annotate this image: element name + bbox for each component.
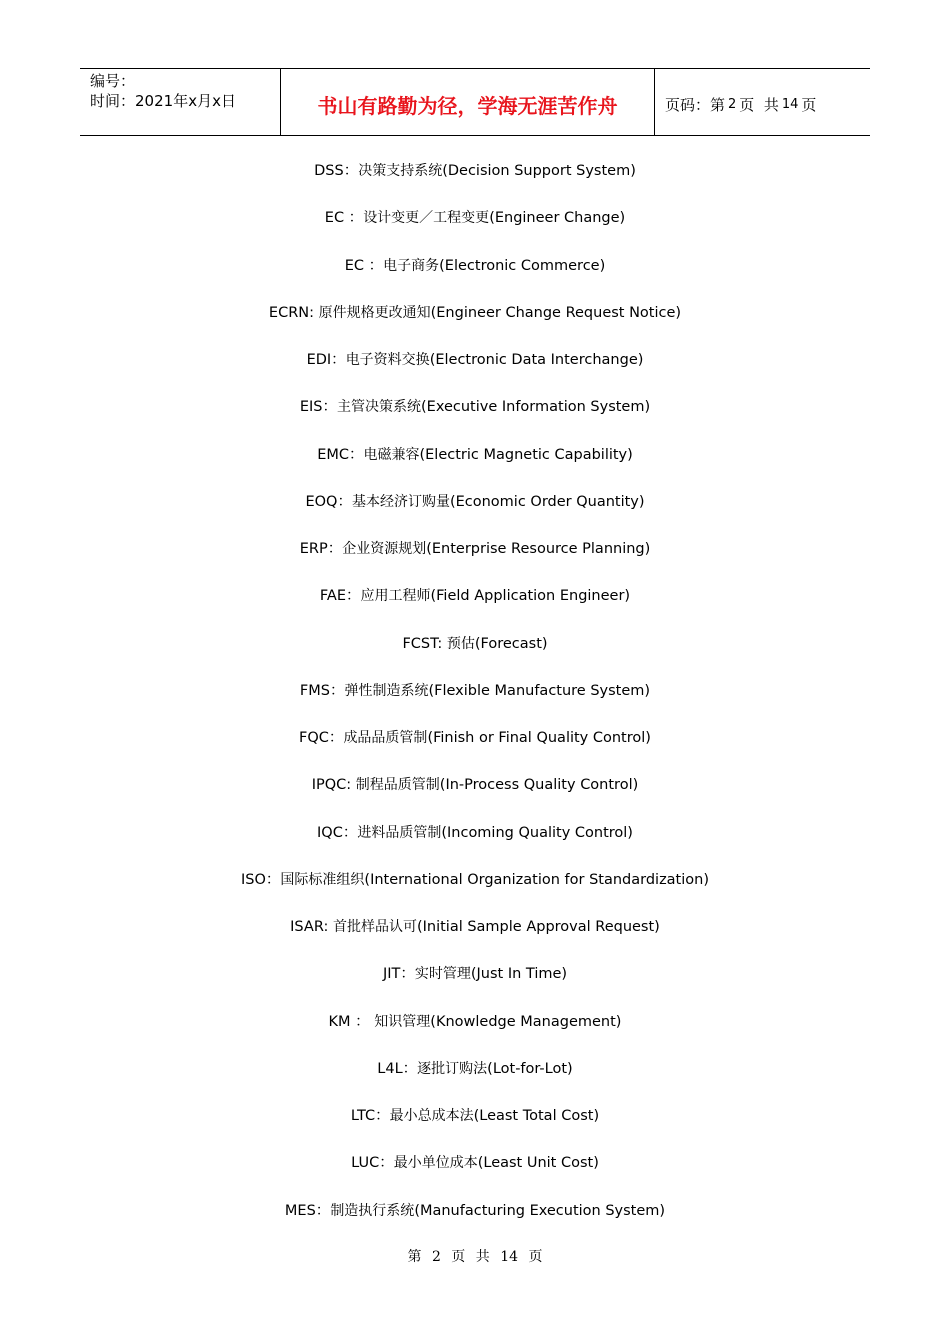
glossary-entry <box>0 915 950 962</box>
entry-abbreviation: EOQ： <box>305 493 352 510</box>
entry-chinese-term: 实时管理 <box>414 966 471 983</box>
page-total-unit: 页 <box>801 95 817 114</box>
entry-chinese-term: 电子资料交换 <box>345 352 430 368</box>
entry-chinese-term: 制程品质管制 <box>355 777 440 794</box>
entry-chinese-term: 国际标准组织 <box>280 871 365 888</box>
entry-abbreviation: LUC： <box>351 1155 394 1172</box>
glossary-entry <box>0 1151 950 1198</box>
entry-chinese-term: 首批样品认可 <box>332 919 417 935</box>
glossary-entry <box>0 348 950 395</box>
entry-chinese-term: 设计变更／工程变更 <box>363 210 490 227</box>
entry-chinese-term: 进料品质管制 <box>357 824 442 841</box>
glossary-entry <box>0 962 950 1009</box>
time-value: 2021年x月x日 <box>135 92 236 110</box>
glossary-entry <box>0 159 950 206</box>
entry-english-term: (Manufacturing Execution System) <box>414 1202 666 1219</box>
entry-chinese-term: 电子商务 <box>383 257 440 274</box>
glossary-entry <box>0 679 950 726</box>
entry-chinese-term: 知识管理 <box>374 1013 431 1030</box>
number-label: 编号： <box>90 72 136 90</box>
entry-abbreviation: ISAR: <box>290 919 333 935</box>
header-page-info <box>655 69 870 135</box>
page-total-label: 共 <box>763 95 779 114</box>
entry-english-term: (Economic Order Quantity) <box>449 493 645 510</box>
entry-english-term: (Lot-for-Lot) <box>487 1060 573 1077</box>
entry-abbreviation: ERP： <box>299 541 343 557</box>
entry-abbreviation: JIT： <box>382 966 415 983</box>
entry-chinese-term: 最小单位成本 <box>393 1155 478 1172</box>
entry-english-term: (Field Application Engineer) <box>430 588 631 605</box>
glossary-entry <box>0 1199 950 1246</box>
entry-english-term: (International Organization for Standardization) <box>364 871 709 888</box>
entry-english-term: (Enterprise Resource Planning) <box>426 541 651 557</box>
motto-text: 书山有路勤为径，学海无涯苦作舟 <box>317 93 618 118</box>
entry-english-term: (Engineer Change) <box>489 210 626 227</box>
entry-abbreviation: FAE： <box>319 588 361 605</box>
entry-abbreviation: IPQC: <box>311 777 356 794</box>
entry-chinese-term: 逐批订购法 <box>417 1060 488 1077</box>
page-label: 页码：第 <box>665 95 726 114</box>
glossary-entry <box>0 395 950 442</box>
entry-abbreviation: IQC： <box>317 824 358 841</box>
entry-english-term: (Forecast) <box>474 635 548 652</box>
entry-chinese-term: 弹性制造系统 <box>344 682 429 699</box>
glossary-entry <box>0 1057 950 1104</box>
header-motto <box>281 69 655 135</box>
page-current: 2 <box>728 96 737 112</box>
entry-abbreviation: LTC： <box>350 1108 390 1124</box>
glossary-list <box>0 159 950 1246</box>
entry-abbreviation: MES： <box>284 1202 331 1219</box>
page-header <box>80 68 870 136</box>
entry-abbreviation: EDI： <box>306 352 346 368</box>
entry-chinese-term: 制造执行系统 <box>330 1202 415 1219</box>
entry-english-term: (In-Process Quality Control) <box>439 777 639 794</box>
entry-abbreviation: L4L： <box>377 1060 418 1077</box>
entry-chinese-term: 最小总成本法 <box>389 1108 474 1124</box>
glossary-entry <box>0 490 950 537</box>
glossary-entry <box>0 821 950 868</box>
entry-abbreviation: ISO： <box>241 871 281 888</box>
glossary-entry <box>0 1104 950 1151</box>
page-footer: 第 2 页 共 14 页 <box>407 1249 543 1265</box>
entry-chinese-term: 预估 <box>446 635 475 652</box>
page-total: 14 <box>781 96 799 112</box>
glossary-entry <box>0 254 950 301</box>
entry-english-term: (Decision Support System) <box>442 163 636 179</box>
header-meta <box>80 69 281 135</box>
entry-chinese-term: 主管决策系统 <box>337 399 421 416</box>
entry-english-term: (Flexible Manufacture System) <box>428 682 651 699</box>
glossary-entry <box>0 537 950 584</box>
entry-english-term: (Executive Information System) <box>421 399 651 416</box>
entry-english-term: (Electronic Commerce) <box>439 257 606 274</box>
entry-abbreviation: FQC： <box>299 730 344 746</box>
glossary-entry <box>0 301 950 348</box>
entry-chinese-term: 决策支持系统 <box>358 163 443 179</box>
entry-english-term: (Least Unit Cost) <box>477 1155 599 1172</box>
time-line <box>90 91 280 111</box>
entry-abbreviation: DSS： <box>314 163 359 179</box>
entry-chinese-term: 基本经济订购量 <box>351 493 450 510</box>
glossary-entry <box>0 773 950 820</box>
entry-english-term: (Electronic Data Interchange) <box>429 352 644 368</box>
entry-chinese-term: 电磁兼容 <box>363 446 420 463</box>
entry-abbreviation: FMS： <box>299 682 345 699</box>
entry-abbreviation: FCST: <box>402 635 447 652</box>
entry-abbreviation: EC ： <box>324 210 364 227</box>
glossary-entry <box>0 868 950 915</box>
entry-english-term: (Just In Time) <box>470 966 568 983</box>
glossary-entry <box>0 1010 950 1057</box>
entry-english-term: (Initial Sample Approval Request) <box>416 919 660 935</box>
glossary-entry <box>0 584 950 631</box>
entry-chinese-term: 应用工程师 <box>360 588 431 605</box>
glossary-entry <box>0 206 950 253</box>
entry-chinese-term: 企业资源规划 <box>342 541 427 557</box>
glossary-entry <box>0 632 950 679</box>
entry-english-term: (Engineer Change Request Notice) <box>430 304 682 321</box>
page-unit: 页 <box>739 95 755 114</box>
entry-english-term: (Least Total Cost) <box>473 1108 600 1124</box>
entry-chinese-term: 成品品质管制 <box>343 730 428 746</box>
entry-abbreviation: EC ： <box>344 257 384 274</box>
entry-abbreviation: EIS： <box>299 399 337 416</box>
glossary-entry <box>0 443 950 490</box>
entry-english-term: (Incoming Quality Control) <box>441 824 633 841</box>
entry-english-term: (Electric Magnetic Capability) <box>419 446 633 463</box>
entry-abbreviation: EMC： <box>317 446 364 463</box>
entry-english-term: (Finish or Final Quality Control) <box>427 730 651 746</box>
entry-abbreviation: ECRN: <box>268 304 319 321</box>
entry-abbreviation: KM ： <box>328 1013 375 1030</box>
glossary-entry <box>0 726 950 773</box>
entry-english-term: (Knowledge Management) <box>430 1013 622 1030</box>
time-label: 时间： <box>90 92 136 110</box>
entry-chinese-term: 原件规格更改通知 <box>318 304 431 321</box>
